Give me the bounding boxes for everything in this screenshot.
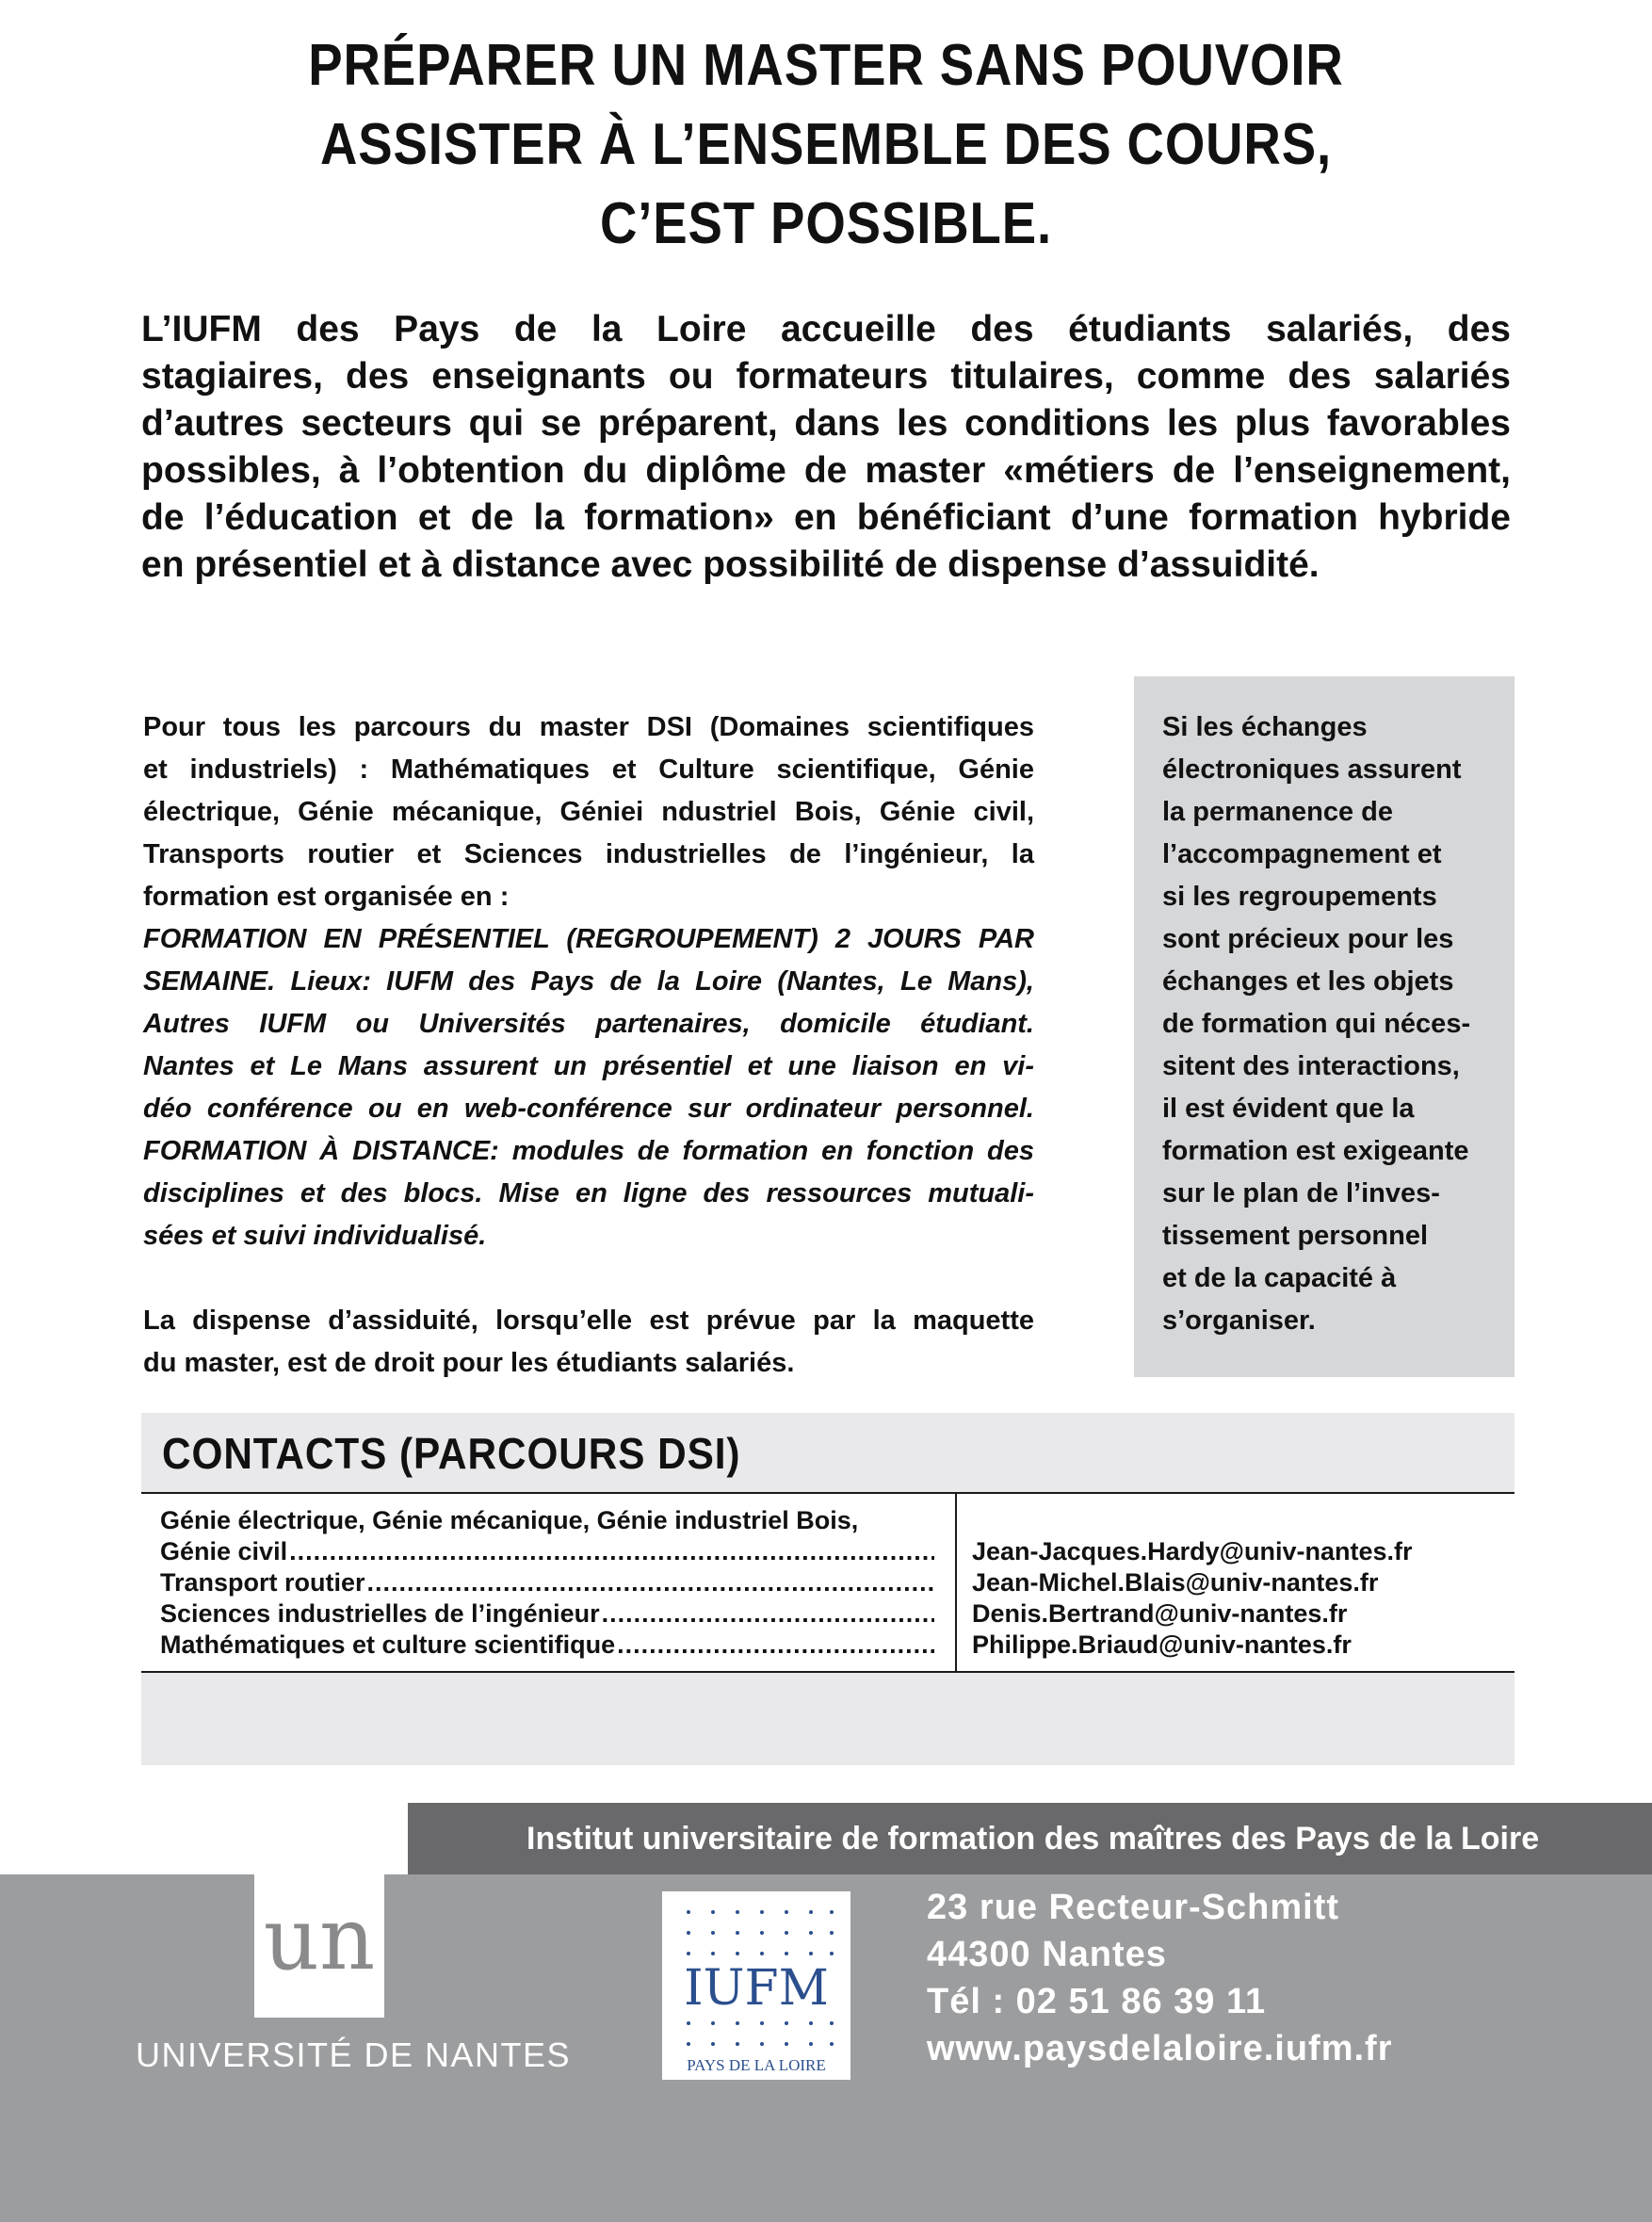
footer (0, 1874, 1652, 2222)
contact-categories (160, 1505, 934, 1661)
title-line: ASSISTER À L’ENSEMBLE DES COURS, (319, 112, 1333, 177)
intro-line: Pour tous les parcours du master DSI (Domaines scientifiques (143, 712, 1034, 742)
format-line: FORMATION À DISTANCE: modules de formation en fonction des (143, 1136, 1034, 1166)
format-line: déo conférence ou en web-conférence sur ordinateur personnel. (143, 1094, 1034, 1124)
note-line: du master, est de droit pour les étudiants salariés. (143, 1348, 795, 1378)
program-intro (143, 706, 1034, 918)
program-formats (143, 918, 1034, 1257)
email-link[interactable]: Jean-Michel.Blais@univ-nantes.fr (972, 1568, 1379, 1597)
university-name: UNIVERSITÉ DE NANTES (136, 2035, 572, 2074)
contacts-title: CONTACTS (PARCOURS DSI) (162, 1429, 741, 1478)
sidebar-note (1134, 676, 1514, 1377)
page-title (223, 26, 1429, 264)
format-line: Nantes et Le Mans assurent un présentiel et une liaison en vi- (143, 1051, 1034, 1081)
leader-dots (367, 1567, 934, 1598)
spacer (143, 1257, 1034, 1300)
leader-dots (617, 1630, 934, 1661)
email-link[interactable]: Jean-Jacques.Hardy@univ-nantes.fr (972, 1537, 1413, 1565)
sidebar-line: et de la capacité à (1162, 1263, 1397, 1293)
category-label: Génie civil (160, 1537, 288, 1565)
iufm-logo-mark (662, 1891, 850, 2080)
title-line: PRÉPARER UN MASTER SANS POUVOIR (308, 33, 1344, 98)
email-link[interactable]: Philippe.Briaud@univ-nantes.fr (972, 1630, 1352, 1659)
email-link[interactable]: Denis.Bertrand@univ-nantes.fr (972, 1599, 1348, 1628)
lead-line: en présentiel et à distance avec possibilité de dispense d’assuidité. (141, 544, 1320, 585)
institute-band: Institut universitaire de formation des maîtres des Pays de la Loire (408, 1803, 1652, 1874)
sidebar-line: sont précieux pour les (1162, 924, 1454, 954)
sidebar-line: sur le plan de l’inves- (1162, 1178, 1440, 1208)
category-label: Génie électrique, Génie mécanique, Génie industriel Bois, (160, 1506, 859, 1534)
iufm-logo-region: PAYS DE LA LOIRE (687, 2056, 826, 2074)
iufm-logo-name: IUFM (684, 1960, 829, 2017)
contacts-table (141, 1492, 1514, 1673)
format-line: sées et suivi individualisé. (143, 1221, 487, 1251)
category-row (160, 1536, 934, 1567)
sidebar-line: sitent des interactions, (1162, 1051, 1460, 1081)
sidebar-line: il est évident que la (1162, 1094, 1415, 1124)
address-street: 23 rue Recteur-Schmitt (927, 1888, 1340, 1927)
address-city: 44300 Nantes (927, 1935, 1167, 1974)
intro-line: électrique, Génie mécanique, Géniei ndustriel Bois, Génie civil, (143, 797, 1034, 827)
address-block (927, 1884, 1393, 2072)
lead-line: possibles, à l’obtention du diplôme de master «métiers de l’enseignement, (141, 450, 1511, 491)
format-line: disciplines et des blocs. Mise en ligne des ressources mutuali- (143, 1178, 1034, 1208)
sidebar-line: s’organiser. (1162, 1306, 1316, 1336)
sidebar-line: électroniques assurent (1162, 754, 1462, 785)
iufm-logo (662, 1891, 850, 2080)
category-row (160, 1505, 934, 1536)
un-logo-text: un (263, 1889, 376, 1989)
format-line: Autres IUFM ou Universités partenaires, domicile étudiant. (143, 1009, 1034, 1039)
lead-paragraph (141, 306, 1511, 589)
sidebar-line: tissement personnel (1162, 1221, 1429, 1251)
sidebar-line: de formation qui néces- (1162, 1009, 1471, 1039)
contacts-section (141, 1413, 1514, 1765)
address-phone: Tél : 02 51 86 39 11 (927, 1982, 1267, 2021)
universite-nantes-logo (254, 1874, 384, 2018)
program-description (143, 706, 1034, 1385)
sidebar-line: si les regroupements (1162, 882, 1437, 912)
category-label: Sciences industrielles de l’ingénieur (160, 1599, 600, 1628)
leader-dots (602, 1598, 934, 1630)
sidebar-line: la permanence de (1162, 797, 1393, 827)
lead-line: L’IUFM des Pays de la Loire accueille des étudiants salariés, des (141, 309, 1511, 349)
sidebar-line: échanges et les objets (1162, 966, 1454, 997)
category-row (160, 1598, 934, 1630)
website-link[interactable]: www.paysdelaloire.iufm.fr (927, 2029, 1393, 2068)
intro-line: formation est organisée en : (143, 882, 510, 912)
column-divider (955, 1494, 957, 1671)
category-row (160, 1567, 934, 1598)
lead-line: stagiaires, des enseignants ou formateurs titulaires, comme des salariés (141, 356, 1511, 397)
category-label: Mathématiques et culture scientifique (160, 1630, 616, 1659)
category-label: Transport routier (160, 1568, 365, 1597)
intro-line: Transports routier et Sciences industrielles de l’ingénieur, la (143, 839, 1034, 869)
category-row (160, 1630, 934, 1661)
attendance-note (143, 1300, 1034, 1385)
un-logo-mark (254, 1874, 384, 2018)
contact-emails (972, 1536, 1412, 1661)
sidebar-line: l’accompagnement et (1162, 839, 1442, 869)
sidebar-line: formation est exigeante (1162, 1136, 1469, 1166)
format-line: SEMAINE. Lieux: IUFM des Pays de la Loire (Nantes, Le Mans), (143, 966, 1034, 997)
note-line: La dispense d’assiduité, lorsqu’elle est prévue par la maquette (143, 1306, 1034, 1336)
lead-line: d’autres secteurs qui se préparent, dans les conditions les plus favorables (141, 403, 1511, 444)
lead-line: de l’éducation et de la formation» en bénéficiant d’une formation hybride (141, 497, 1511, 538)
title-line: C’EST POSSIBLE. (599, 191, 1053, 256)
intro-line: et industriels) : Mathématiques et Culture scientifique, Génie (143, 754, 1034, 785)
format-line: FORMATION EN PRÉSENTIEL (REGROUPEMENT) 2 JOURS PAR (143, 924, 1034, 954)
leader-dots (289, 1536, 934, 1567)
sidebar-line: Si les échanges (1162, 712, 1368, 742)
